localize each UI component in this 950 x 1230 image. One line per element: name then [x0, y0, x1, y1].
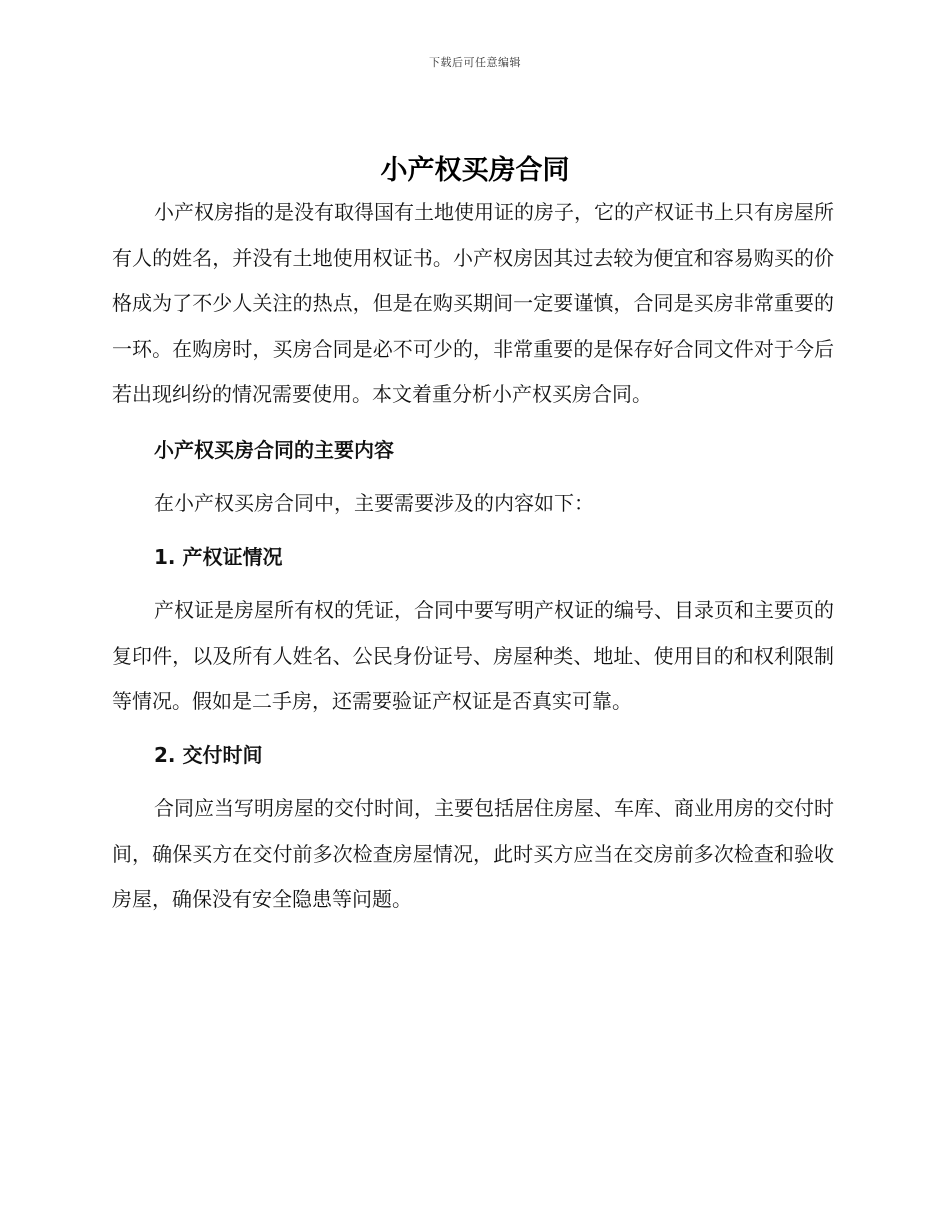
main-intro-paragraph: 在小产权买房合同中，主要需要涉及的内容如下：: [154, 491, 594, 515]
section-body-property-certificate: 产权证是房屋所有权的凭证，合同中要写明产权证的编号、目录页和主要页的复印件，以及所有人姓名、公民身份证号、房屋种类、地址、使用目的和权利限制等情况。假如是二手房，还需要验证产权证是否真实可靠。: [112, 598, 834, 713]
section-heading-delivery-time: 2. 交付时间: [154, 742, 263, 767]
document-body: [112, 190, 834, 923]
header-note: 下载后可任意编辑: [429, 56, 521, 69]
section-heading-property-certificate: 1. 产权证情况: [154, 544, 283, 569]
document-title: 小产权买房合同: [380, 155, 570, 186]
main-heading: 小产权买房合同的主要内容: [154, 437, 394, 462]
intro-paragraph: 小产权房指的是没有取得国有土地使用证的房子，它的产权证书上只有房屋所有人的姓名，并没有土地使用权证书。小产权房因其过去较为便宜和容易购买的价格成为了不少人关注的热点，但是在购买期间一定要谨慎，合同是买房非常重要的一环。在购房时，买房合同是必不可少的，非常重要的是保存好合同文件对于今后若出现纠纷的情况需要使用。本文着重分析小产权买房合同。: [112, 200, 834, 406]
section-body-delivery-time: 合同应当写明房屋的交付时间，主要包括居住房屋、车库、商业用房的交付时间，确保买方在交付前多次检查房屋情况，此时买方应当在交房前多次检查和验收房屋，确保没有安全隐患等问题。: [112, 796, 834, 911]
